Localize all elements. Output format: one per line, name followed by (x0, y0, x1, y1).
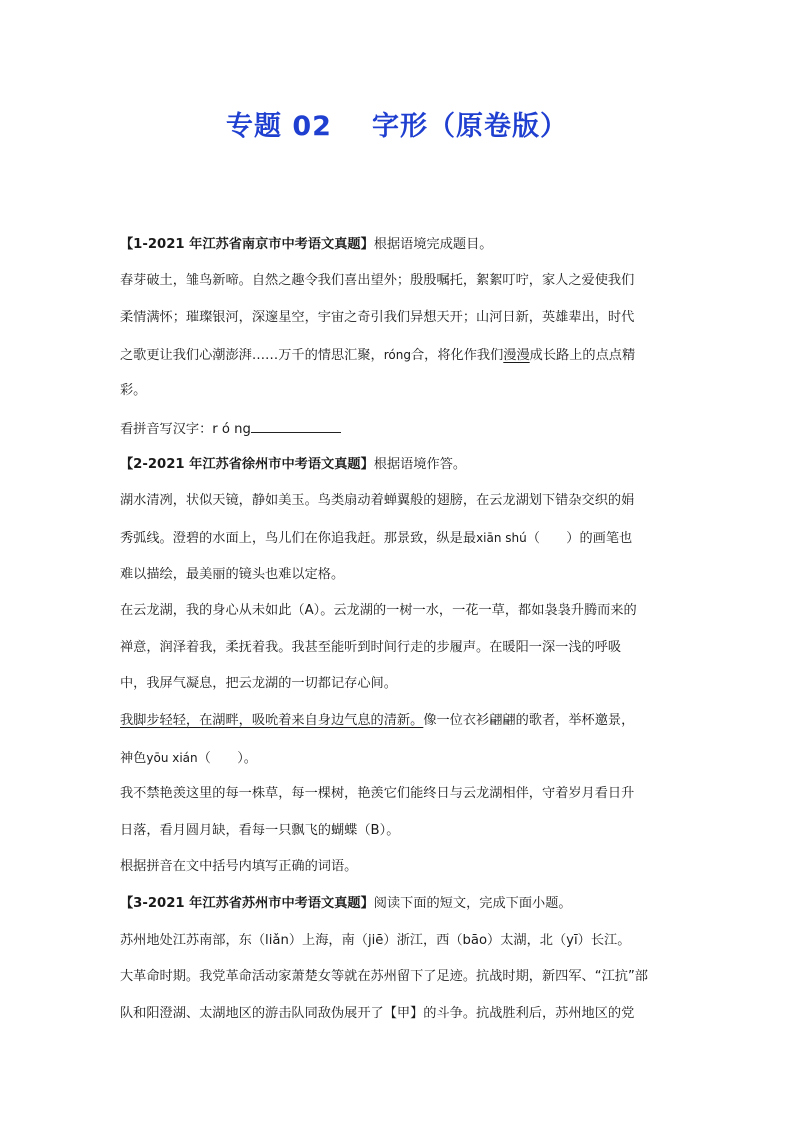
q1-line-2: 柔情满怀；璀璨银河，深邃星空，宇宙之奇引我们异想天开；山河日新，英雄辈出，时代 (120, 310, 635, 325)
q3-line-2: 大革命时期。我党革命活动家萧楚女等就在苏州留下了足迹。抗战时期，新四军、“江抗”部 (120, 969, 648, 984)
q2-line-4: 在云龙湖，我的身心从未如此（A）。云龙湖的一树一水，一花一草，都如袅袅升腾而来的 (120, 603, 637, 618)
q3-heading: 【3-2021 年江苏省苏州市中考语文真题】 (120, 896, 374, 911)
title-part-name: 字形（原卷版） (371, 111, 568, 142)
q2-pinyin-xianshu: xiān shú (476, 531, 527, 545)
q2-line-2-b: （ ）的画笔也 (526, 531, 633, 546)
q2-line-5: 禅意，润泽着我，柔抚着我。我甚至能听到时间行走的步履声。在暖阳一深一浅的呼吸 (120, 640, 622, 655)
q2-line-8-a: 神色 (120, 751, 147, 766)
q1-line-4: 彩。 (120, 383, 147, 398)
q1-pinyin-rong: róng (383, 348, 411, 362)
q2-line-9: 我不禁艳羡这里的每一株草，每一棵树，艳羡它们能终日与云龙湖相伴，守着岁月看日升 (120, 786, 635, 801)
q1-underlined-manman: 漫漫 (503, 348, 530, 363)
q1-heading: 【1-2021 年江苏省南京市中考语文真题】 (120, 237, 374, 252)
q2-line-8-b: （ ）。 (197, 751, 257, 766)
q1-instruction: 根据语境完成题目。 (373, 237, 493, 252)
q3-instruction: 阅读下面的短文，完成下面小题。 (373, 896, 572, 911)
q1-header (120, 236, 492, 254)
q1-task-text: 看拼音写汉字：r ó ng (120, 422, 251, 437)
q1-answer-blank[interactable] (251, 419, 341, 433)
q1-line-3-c: 成长路上的点点精 (529, 348, 636, 363)
q2-line-2-a: 秀弧线。澄碧的水面上，鸟儿们在你追我赶。那景致，纵是最 (120, 531, 477, 546)
q1-line-3-a: 之歌更让我们心潮澎湃……万千的情思汇聚， (120, 348, 384, 363)
q3-line-1: 苏州地处江苏南部，东（liǎn）上海，南（jiē）浙江，西（bāo）太湖，北（yī）长江。 (120, 933, 631, 948)
q2-line-7 (120, 712, 634, 730)
q2-task: 根据拼音在文中括号内填写正确的词语。 (120, 859, 358, 874)
q2-line-3: 难以描绘，最美丽的镜头也难以定格。 (120, 567, 345, 582)
q2-header (120, 456, 466, 474)
page-title (0, 104, 794, 143)
q1-task (120, 419, 341, 439)
q2-pinyin-youxian: yōu xián (146, 751, 198, 765)
q2-instruction: 根据语境作答。 (373, 457, 467, 472)
q2-line-8 (120, 749, 257, 768)
q1-line-3 (120, 346, 635, 365)
q2-line-6: 中，我屏气凝息，把云龙湖的一切都记存心间。 (120, 676, 397, 691)
q3-header (120, 895, 572, 913)
q2-line-2 (120, 529, 632, 548)
q2-heading: 【2-2021 年江苏省徐州市中考语文真题】 (120, 457, 374, 472)
q2-underlined-sentence: 我脚步轻轻，在湖畔，吸吮着来自身边气息的清新。 (120, 713, 424, 728)
q2-line-7-b: 像一位衣衫翩翩的歌者，举杯邀景， (423, 713, 635, 728)
q3-line-3: 队和阳澄湖、太湖地区的游击队同敌伪展开了【甲】的斗争。抗战胜利后，苏州地区的党 (120, 1006, 635, 1021)
q2-line-1: 湖水清冽，状似天镜，静如美玉。鸟类扇动着蝉翼般的翅膀，在云龙湖划下错杂交织的娟 (120, 493, 635, 508)
q2-line-10: 日落，看月圆月缺，看每一只飘飞的蝴蝶（B）。 (120, 823, 400, 838)
q1-line-3-b: 合，将化作我们 (410, 348, 504, 363)
title-part-number: 专题 02 (226, 111, 332, 142)
q1-line-1: 春芽破土，雏鸟新啼。自然之趣令我们喜出望外；殷殷嘱托，絮絮叮咛，家人之爱使我们 (120, 273, 635, 288)
